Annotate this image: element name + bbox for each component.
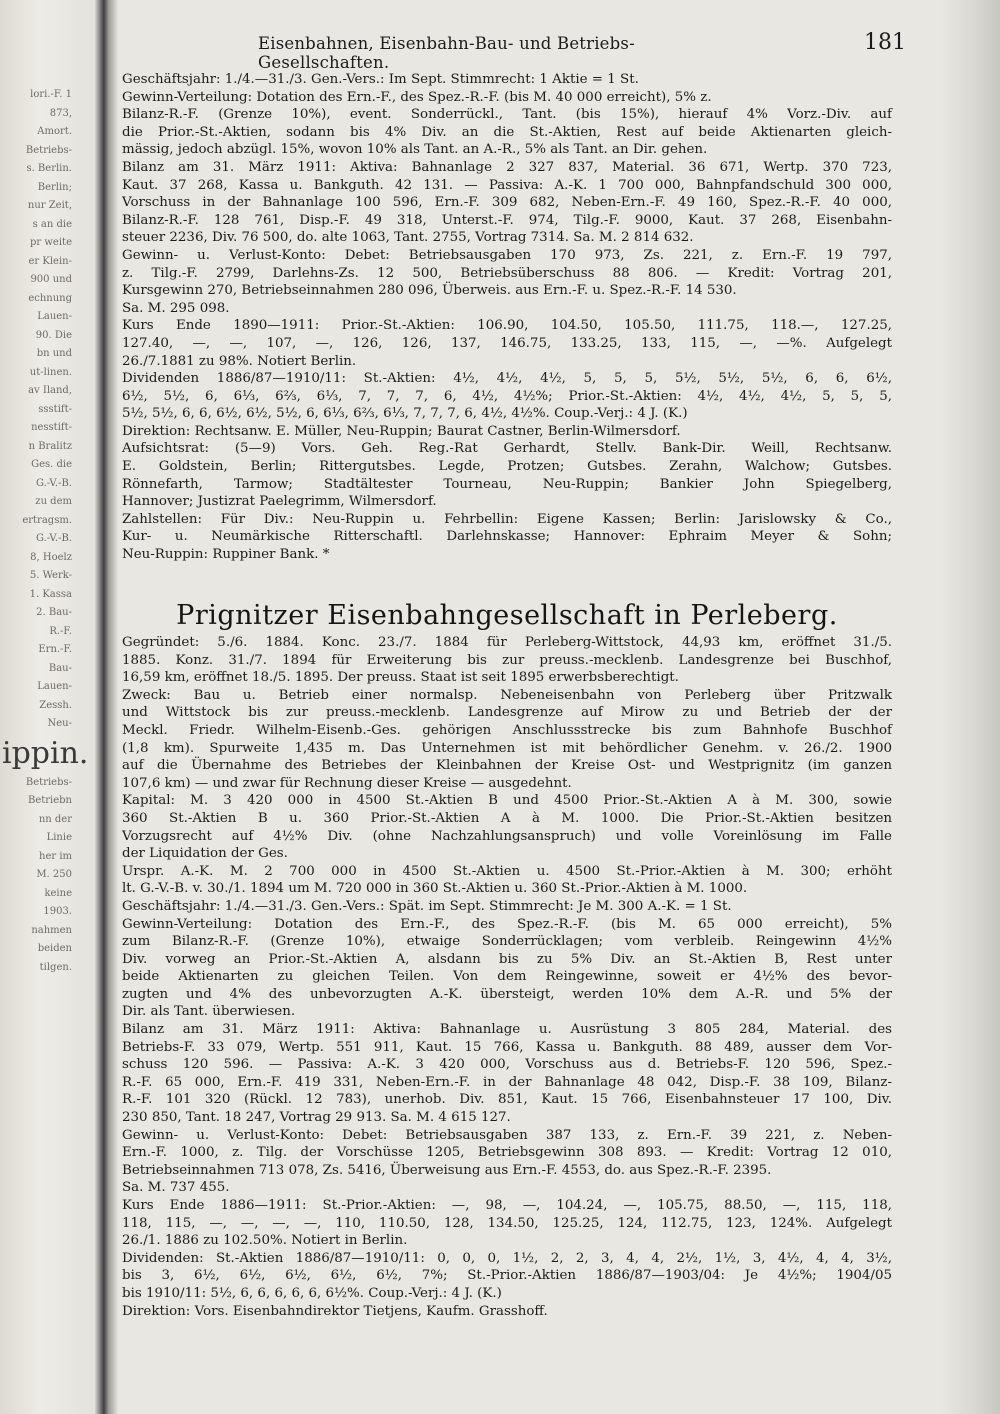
bottom-text-line: Zweck: Bau u. Betrieb einer normalsp. Nebeneisenbahn von Perleberg über Pritzwalk: [122, 687, 892, 703]
bottom-text-line: 230 850, Tant. 18 247, Vortrag 29 913. Sa. M. 4 615 127.: [122, 1110, 511, 1126]
gutter-fragment: Amort.: [37, 126, 72, 137]
bottom-text-line: Geschäftsjahr: 1./4.—31./3. Gen.-Vers.: Spät. im Sept. Stimmrecht: Je M. 300 A.-K. = 1 St.: [122, 898, 732, 914]
bottom-text-line: Dir. als Tant. überwiesen.: [122, 1004, 296, 1020]
top-text-line: Rönnefarth, Tarmow; Stadtältester Tourneau, Neu-Ruppin; Bankier John Spiegelberg,: [122, 476, 892, 492]
gutter-fragment: keine: [44, 887, 72, 899]
running-head: Eisenbahnen, Eisenbahn-Bau- und Betriebs-Gesellschaften.: [258, 34, 635, 72]
gutter-fragment: Berlin;: [37, 181, 72, 193]
bottom-text-line: Kurs Ende 1886—1911: St.-Prior.-Aktien: —, 98, —, 104.24, —, 105.75, 88.50, —, 115, 118,: [122, 1198, 892, 1213]
top-text-line: steuer 2236, Div. 76 500, do. alte 1063, Tant. 2755, Vortrag 7314. Sa. M. 2 814 632.: [122, 230, 694, 246]
gutter-fragment: R.-F.: [49, 625, 72, 637]
gutter-fragment: 8, Hoelz: [30, 551, 72, 563]
gutter-fragment: beiden: [37, 943, 72, 954]
previous-company-continuation: [122, 71, 892, 564]
page-edge-shadow: [940, 0, 1000, 1414]
gutter-fragment: echnung: [28, 292, 72, 304]
gutter-fragment: Lauen-: [37, 311, 72, 322]
gutter-fragment: G.-V.-B.: [35, 533, 72, 544]
bottom-text-line: bis 1910/11: 5½, 6, 6, 6, 6, 6, 6½%. Coup.-Verj.: 4 J. (K.): [122, 1285, 502, 1301]
top-text-line: die Prior.-St.-Aktien, sodann bis 4% Div. an die St.-Aktien, Rest auf beide Aktienarten gleich-: [122, 124, 892, 140]
gutter-fragment: s. Berlin.: [26, 163, 72, 174]
bottom-text-line: Meckl. Friedr. Wilhelm-Eisenb.-Ges. gehörigen Anschlussstrecke bis zum Bahnhofe Buschhof: [122, 722, 892, 738]
gutter-fragment: Betriebs-: [25, 776, 72, 788]
top-text-line: z. Tilg.-F. 2799, Darlehns-Zs. 12 500, Betriebsüberschuss 88 806. — Kredit: Vortrag 201,: [122, 265, 892, 281]
top-text-line: Aufsichtsrat: (5—9) Vors. Geh. Reg.-Rat Gerhardt, Stellv. Bank-Dir. Weill, Rechtsanw.: [122, 441, 892, 457]
gutter-fragment: Bau-: [48, 662, 72, 674]
top-text-line: 5½, 5½, 6, 6, 6½, 6½, 5½, 6, 6⅓, 6⅔, 6⅓, 7, 7, 7, 6, 4½, 4½%. Coup.-Verj.: 4 J. (K.): [122, 406, 688, 422]
gutter-fragment: av Iland,: [28, 385, 72, 396]
top-text-line: Zahlstellen: Für Div.: Neu-Ruppin u. Fehrbellin: Eigene Kassen; Berlin: Jarislowsky & Co.,: [122, 511, 892, 527]
bottom-text-line: Gewinn-Verteilung: Dotation des Ern.-F., des Spez.-R.-F. (bis M. 65 000 erreicht), 5%: [122, 916, 892, 932]
top-text-line: Hannover; Justizrat Paelegrimm, Wilmersdorf.: [122, 494, 437, 510]
top-text-line: Kur- u. Neumärkische Ritterschaftl. Darlehnskasse; Hannover: Ephraim Meyer & Sohn;: [122, 529, 892, 545]
top-text-line: E. Goldstein, Berlin; Rittergutsbes. Legde, Protzen; Gutsbes. Zerahn, Walchow; Gutsbes.: [122, 459, 892, 475]
gutter-fragment: 1903.: [43, 906, 72, 917]
facing-page-fragments: [2, 86, 89, 977]
top-text-line: Neu-Ruppin: Ruppiner Bank. *: [122, 547, 330, 563]
bottom-text-line: Direktion: Vors. Eisenbahndirektor Tietjens, Kaufm. Grasshoff.: [122, 1303, 548, 1319]
bottom-text-line: beide Aktienarten zu gleichen Teilen. Von dem Reingewinne, soweit er 4½% des bevor-: [122, 969, 892, 985]
section-title: Prignitzer Eisenbahngesellschaft in Perleberg.: [176, 600, 838, 631]
bottom-text-line: lt. G.-V.-B. v. 30./1. 1894 um M. 720 000 in 360 St.-Aktien u. 360 St.-Prior.-Aktien à M. 1000.: [122, 881, 748, 897]
gutter-fragment: Ges. die: [31, 459, 72, 470]
top-text-line: Sa. M. 295 098.: [122, 300, 230, 316]
gutter-fragment: 873,: [49, 107, 72, 119]
gutter-fragment: her im: [39, 850, 72, 862]
top-text-line: 26./7.1881 zu 98%. Notiert Berlin.: [122, 353, 357, 369]
gutter-fragment: 900 und: [30, 274, 72, 285]
gutter-fragment: 2. Bau-: [36, 607, 72, 618]
bottom-text-line: Ern.-F. 1000, z. Tilg. der Vorschüsse 1205, Betriebsgewinn 308 893. — Kredit: Vortrag 12 010,: [122, 1145, 892, 1161]
top-text-line: Geschäftsjahr: 1./4.—31./3. Gen.-Vers.: Im Sept. Stimmrecht: 1 Aktie = 1 St.: [122, 72, 639, 87]
gutter-fragment: Lauen-: [37, 681, 72, 692]
bottom-text-line: Dividenden: St.-Aktien 1886/87—1910/11: 0, 0, 0, 1½, 2, 2, 3, 4, 4, 2½, 1½, 3, 4½, 4, 4, 3½,: [122, 1250, 892, 1266]
prignitzer-company-entry: [122, 634, 892, 1320]
bottom-text-line: Gegründet: 5./6. 1884. Konc. 23./7. 1884 für Perleberg-Wittstock, 44,93 km, eröffnet 31./5.: [122, 635, 892, 650]
gutter-fragment: lori.-F. 1: [30, 89, 72, 100]
top-text-line: Gewinn- u. Verlust-Konto: Debet: Betriebsausgaben 170 973, Zs. 221, z. Ern.-F. 19 797,: [122, 247, 892, 263]
gutter-fragment: n Bralitz: [28, 440, 72, 452]
bottom-text-line: 1885. Konz. 31./7. 1894 für Erweiterung bis zur preuss.-mecklenb. Landesgrenze bei Buschhof,: [122, 652, 892, 668]
gutter-fragment: 5. Werk-: [29, 570, 72, 581]
bottom-text-line: bis 3, 6½, 6½, 6½, 6½, 6½, 7%; St.-Prior.-Aktien 1886/87—1903/04: Je 4½%; 1904/05: [122, 1268, 892, 1284]
gutter-fragment: 1. Kassa: [29, 588, 72, 600]
gutter-fragment: Neu-: [47, 718, 72, 729]
bottom-text-line: Div. vorweg an Prior.-St.-Aktien A, alsdann bis zu 5% Div. an St.-Aktien B, Rest unter: [122, 951, 892, 967]
top-text-line: Gewinn-Verteilung: Dotation des Ern.-F., des Spez.-R.-F. (bis M. 40 000 erreicht), 5% z.: [122, 89, 712, 105]
bottom-text-line: Bilanz am 31. März 1911: Aktiva: Bahnanlage u. Ausrüstung 3 805 284, Material. des: [122, 1022, 892, 1038]
gutter-fragment: Zessh.: [39, 699, 72, 711]
bottom-text-line: 360 St.-Aktien B u. 360 Prior.-St.-Aktien A à M. 1000. Die Prior.-St.-Aktien besitzen: [122, 810, 892, 826]
gutter-fragment: M. 250: [36, 869, 72, 880]
bottom-text-line: Vorzugsrecht auf 4½% Div. (ohne Nachzahlungsanspruch) und volle Voreinlösung im Falle: [122, 828, 892, 844]
gutter-fragment: nur Zeit,: [27, 200, 72, 211]
bottom-text-line: R.-F. 65 000, Ern.-F. 419 331, Neben-Ern.-F. in der Bahnanlage 48 042, Disp.-F. 38 109, Bilanz-: [122, 1074, 892, 1090]
gutter-fragment: ssstift-: [38, 403, 72, 415]
gutter-fragment: Ern.-F.: [38, 644, 72, 655]
gutter-fragment: Linie: [46, 832, 72, 843]
bottom-text-line: Betriebseinnahmen 713 078, Zs. 5416, Überweisung aus Ern.-F. 4553, do. aus Spez.-R.-F. 2395.: [122, 1162, 772, 1178]
bottom-text-line: zum Bilanz-R.-F. (Grenze 10%), etwaige Sonderrücklagen; vom verbleib. Reingewinn 4½%: [122, 934, 892, 950]
top-text-line: Bilanz am 31. März 1911: Aktiva: Bahnanlage 2 327 837, Material. 36 671, Wertp. 370 723,: [122, 159, 892, 175]
gutter-fragment: zu dem: [35, 496, 72, 507]
bottom-text-line: der Liquidation der Ges.: [122, 846, 288, 862]
gutter-fragment: ertragsm.: [22, 514, 72, 526]
bottom-text-line: Betriebs-F. 33 079, Wertp. 551 911, Kaut. 15 766, Kassa u. Bankguth. 88 489, ausser dem Vor-: [122, 1039, 892, 1055]
gutter-fragment: nesstift-: [31, 422, 72, 433]
top-text-line: 6½, 5½, 6, 6⅓, 6⅔, 6⅓, 7, 7, 7, 6, 4½, 4½%; Prior.-St.-Aktien: 4½, 4½, 4½, 5, 5, 5,: [122, 388, 892, 404]
top-text-line: Bilanz-R.-F. 128 761, Disp.-F. 49 318, Unterst.-F. 974, Tilg.-F. 9000, Kaut. 37 268, Eisenbahn-: [122, 212, 892, 228]
bottom-text-line: (1,8 km). Spurweite 1,435 m. Das Unternehmen ist mit behördlicher Genehm. v. 26./2. 1900: [122, 740, 892, 756]
gutter-fragment: tilgen.: [39, 961, 72, 973]
bottom-text-line: und Wittstock bis zur preuss.-mecklenb. Landesgrenze auf Mirow zu und Betrieb der der: [122, 705, 892, 721]
gutter-fragment: Betriebs-: [25, 144, 72, 156]
top-text-line: Vorschuss in der Bahnanlage 100 596, Ern.-F. 309 682, Neben-Ern.-F. 49 160, Spez.-R.-F. 40 000,: [122, 195, 892, 211]
bottom-text-line: 118, 115, —, —, —, —, 110, 110.50, 128, 134.50, 125.25, 124, 112.75, 123, 124%. Aufgelegt: [122, 1215, 892, 1231]
bottom-text-line: R.-F. 101 320 (Rückl. 12 783), unerhob. Div. 851, Kaut. 15 766, Eisenbahnsteuer 17 100, Div.: [122, 1092, 892, 1108]
gutter-fragment: 90. Die: [35, 329, 72, 341]
gutter-fragment: bn und: [36, 348, 72, 359]
bottom-text-line: Sa. M. 737 455.: [122, 1180, 230, 1196]
top-text-line: Kurs Ende 1890—1911: Prior.-St.-Aktien: 106.90, 104.50, 105.50, 111.75, 118.—, 127.25,: [122, 318, 892, 334]
bottom-text-line: Urspr. A.-K. M. 2 700 000 in 4500 St.-Aktien u. 4500 St.-Prior.-Aktien à M. 300; erhöht: [122, 863, 892, 879]
gutter-fragment: ippin.: [2, 735, 89, 771]
gutter-fragment: s an die: [32, 218, 72, 230]
bottom-text-line: Kapital: M. 3 420 000 in 4500 St.-Aktien B und 4500 Prior.-St.-Aktien A à M. 300, sowie: [122, 793, 892, 809]
bottom-text-line: 107,6 km) — und zwar für Rechnung dieser Kreise — ausgedehnt.: [122, 775, 572, 791]
gutter-fragment: pr weite: [30, 237, 72, 248]
page-number: 181: [864, 30, 906, 55]
bottom-text-line: 26./1. 1886 zu 102.50%. Notiert in Berlin.: [122, 1233, 408, 1249]
bottom-text-line: auf die Übernahme des Betriebes der Kleinbahnen der Kreise Ost- und Westprignitz (im ganzen: [122, 758, 892, 774]
gutter-fragment: nahmen: [31, 924, 72, 936]
top-text-line: Kaut. 37 268, Kassa u. Bankguth. 42 131. — Passiva: A.-K. 1 700 000, Bahnpfandschuld 300 000,: [122, 177, 892, 193]
gutter-fragment: G.-V.-B.: [35, 477, 72, 489]
top-text-line: Bilanz-R.-F. (Grenze 10%), event. Sonderrückl., Tant. (bis 15%), hierauf 4% Vorz.-Div. auf: [122, 107, 892, 123]
gutter-fragment: ut-linen.: [29, 366, 72, 378]
bottom-text-line: zugten und 4% des unbevorzugten A.-K. übersteigt, werden 10% dem A.-R. und 5% der: [122, 986, 892, 1002]
gutter-fragment: er Klein-: [28, 255, 72, 267]
top-text-line: Kursgewinn 270, Betriebseinnahmen 280 096, Überweis. aus Ern.-F. u. Spez.-R.-F. 14 530.: [122, 283, 737, 299]
bottom-text-line: Gewinn- u. Verlust-Konto: Debet: Betriebsausgaben 387 133, z. Ern.-F. 39 221, z. Neben-: [122, 1127, 892, 1143]
top-text-line: Direktion: Rechtsanw. E. Müller, Neu-Ruppin; Baurat Castner, Berlin-Wilmersdorf.: [122, 423, 681, 439]
bottom-text-line: 16,59 km, eröffnet 18./5. 1895. Der preuss. Staat ist seit 1895 erwerbsberechtigt.: [122, 670, 679, 686]
bottom-text-line: schuss 120 596. — Passiva: A.-K. 3 420 000, Vorschuss aus d. Betriebs-F. 120 596, Spez.-: [122, 1057, 892, 1073]
top-text-line: Dividenden 1886/87—1910/11: St.-Aktien: 4½, 4½, 4½, 5, 5, 5, 5½, 5½, 5½, 6, 6, 6½,: [122, 371, 892, 387]
top-text-line: 127.40, —, —, 107, —, 126, 126, 137, 146.75, 133.25, 133, 115, —, —%. Aufgelegt: [122, 335, 892, 351]
gutter-fragment: Betriebn: [27, 795, 72, 806]
top-text-line: mässig, jedoch abzügl. 15%, wovon 10% als Tant. an A.-R., 5% als Tant. an Dir. gehen.: [122, 142, 708, 158]
gutter-fragment: nn der: [38, 813, 72, 825]
